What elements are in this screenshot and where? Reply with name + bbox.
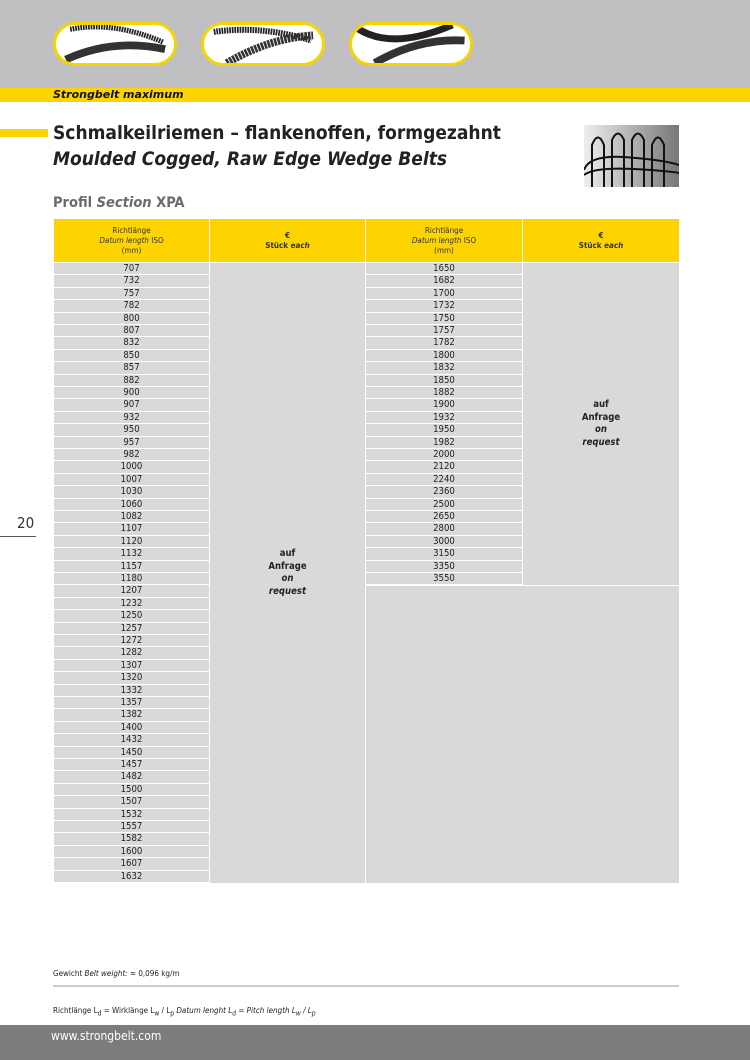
h-en: Datum length — [411, 235, 462, 245]
table-row-length: 707 — [54, 263, 209, 274]
table-row-length: 1382 — [54, 709, 209, 720]
table-row-length: 1030 — [54, 486, 209, 497]
h-de: Richtlänge — [424, 225, 464, 235]
f: p — [311, 1009, 316, 1018]
table-row-length: 1882 — [366, 387, 522, 398]
table-row-length: 3150 — [366, 548, 522, 559]
table-row-length: 882 — [54, 375, 209, 386]
table-row-length: 2360 — [366, 486, 522, 497]
page-number-rule — [0, 536, 36, 537]
f: w — [154, 1009, 160, 1018]
table-row-length: 950 — [54, 424, 209, 435]
table-row-length: 857 — [54, 362, 209, 373]
belt-photo-2 — [201, 22, 325, 66]
header-banner — [0, 0, 750, 88]
f: = Pitch length L — [236, 1006, 296, 1015]
h-iso: ISO — [151, 235, 164, 245]
h-iso: ISO — [463, 235, 477, 245]
price-on-request-left — [210, 263, 365, 883]
table-row-length: 1500 — [54, 784, 209, 795]
table-row-length: 757 — [54, 288, 209, 299]
w-en: Belt weight: — [84, 969, 128, 978]
table-row-length: 1932 — [366, 412, 522, 423]
table-row-length: 1632 — [54, 871, 209, 882]
belt-photo-3 — [349, 22, 473, 66]
table-row-length: 1307 — [54, 660, 209, 671]
f: / L — [300, 1006, 312, 1015]
table-row-length: 1950 — [366, 424, 522, 435]
table-row-length: 2120 — [366, 461, 522, 472]
section-de: Profil — [53, 195, 93, 211]
h-pde: Stück — [265, 240, 289, 250]
h-sym: € — [598, 230, 604, 240]
p3: on — [281, 573, 294, 584]
p2: Anfrage — [581, 411, 621, 423]
table-row-length: 2650 — [366, 511, 522, 522]
table-row-length: 1982 — [366, 437, 522, 448]
table-row-length: 782 — [54, 300, 209, 311]
table-row-length: 1900 — [366, 399, 522, 410]
brand-label: Strongbelt maximum — [53, 88, 184, 101]
h-pen: each — [604, 240, 624, 250]
table-row-length: 1082 — [54, 511, 209, 522]
table-row-length: 1482 — [54, 771, 209, 782]
empty-area — [366, 586, 679, 883]
f: w — [295, 1009, 301, 1018]
table-row-length: 1507 — [54, 796, 209, 807]
table-row-length: 3550 — [366, 573, 522, 584]
belt-drive-photo — [584, 125, 679, 187]
p2: Anfrage — [268, 560, 307, 572]
section-en: Section — [96, 195, 152, 211]
header-length-right — [366, 219, 522, 262]
f: Richtlänge L — [53, 1006, 98, 1015]
table-row-length: 1757 — [366, 325, 522, 336]
table-row-length: 1532 — [54, 809, 209, 820]
table-row-length: 2000 — [366, 449, 522, 460]
p4: request — [268, 585, 307, 597]
f: / L — [159, 1006, 171, 1015]
table-row-length: 1600 — [54, 846, 209, 857]
title-accent — [0, 129, 48, 137]
table-row-length: 900 — [54, 387, 209, 398]
table-row-length: 3000 — [366, 536, 522, 547]
table-row-length: 1157 — [54, 561, 209, 572]
h-sym: € — [284, 230, 290, 240]
p1: auf — [593, 399, 609, 410]
table-row-length: 1432 — [54, 734, 209, 745]
length-formula — [53, 1006, 316, 1018]
table-row-length: 1060 — [54, 499, 209, 510]
table-row-length: 3350 — [366, 561, 522, 572]
belt-photo-1 — [53, 22, 177, 66]
table-row-length: 1232 — [54, 598, 209, 609]
table-row-length: 1132 — [54, 548, 209, 559]
h-unit: (mm) — [121, 245, 142, 255]
table-row-length: 1557 — [54, 821, 209, 832]
table-row-length: 1800 — [366, 350, 522, 361]
table-row-length: 907 — [54, 399, 209, 410]
f: Datum lenght L — [174, 1006, 233, 1015]
table-row-length: 1832 — [366, 362, 522, 373]
table-row-length: 1257 — [54, 623, 209, 634]
section-code: XPA — [156, 195, 185, 211]
header-length-left — [54, 219, 209, 262]
header-price-left — [210, 219, 365, 262]
table-row-length: 1000 — [54, 461, 209, 472]
table-row-length: 1272 — [54, 635, 209, 646]
footer — [0, 1025, 750, 1060]
table-row-length: 732 — [54, 275, 209, 286]
table-row-length: 1700 — [366, 288, 522, 299]
price-on-request-right — [523, 263, 679, 585]
table-row-length: 932 — [54, 412, 209, 423]
p1: auf — [279, 548, 296, 559]
table-row-length: 1750 — [366, 313, 522, 324]
footer-url[interactable]: www.strongbelt.com — [51, 1029, 162, 1043]
table-row-length: 2800 — [366, 523, 522, 534]
p3: on — [595, 424, 607, 435]
table-row-length: 1682 — [366, 275, 522, 286]
p4: request — [582, 436, 620, 448]
table-row-length: 1607 — [54, 858, 209, 869]
table-row-length: 1400 — [54, 722, 209, 733]
table-row-length: 800 — [54, 313, 209, 324]
section-heading — [53, 195, 185, 211]
table-row-length: 982 — [54, 449, 209, 460]
table-row-length: 1582 — [54, 833, 209, 844]
table-row-length: 1357 — [54, 697, 209, 708]
title-english: Moulded Cogged, Raw Edge Wedge Belts — [53, 148, 448, 170]
title-german: Schmalkeilriemen – flankenoffen, formgezahnt — [53, 122, 501, 144]
f: d — [97, 1009, 102, 1018]
f: p — [170, 1009, 175, 1018]
table-row-length: 2500 — [366, 499, 522, 510]
table-row-length: 832 — [54, 337, 209, 348]
table-row-length: 1180 — [54, 573, 209, 584]
belt-weight — [53, 969, 179, 978]
f: d — [232, 1009, 237, 1018]
table-row-length: 1207 — [54, 585, 209, 596]
page-number: 20 — [17, 514, 35, 532]
table-row-length: 807 — [54, 325, 209, 336]
table-row-length: 1120 — [54, 536, 209, 547]
table-row-length: 1007 — [54, 474, 209, 485]
table-row-length: 1282 — [54, 647, 209, 658]
h-en: Datum length — [99, 235, 149, 245]
table-row-length: 1450 — [54, 747, 209, 758]
table-row-length: 1732 — [366, 300, 522, 311]
table-row-length: 957 — [54, 437, 209, 448]
divider — [53, 985, 679, 987]
w-de: Gewicht — [53, 969, 83, 978]
header-price-right — [523, 219, 679, 262]
table-row-length: 1107 — [54, 523, 209, 534]
h-pde: Stück — [578, 240, 602, 250]
table-row-length: 1650 — [366, 263, 522, 274]
f: = Wirklänge L — [101, 1006, 155, 1015]
h-unit: (mm) — [434, 245, 454, 255]
table-row-length: 1457 — [54, 759, 209, 770]
table-row-length: 1320 — [54, 672, 209, 683]
brand-band — [0, 88, 750, 102]
h-de: Richtlänge — [112, 225, 151, 235]
table-row-length: 1850 — [366, 375, 522, 386]
w-val: ≈ 0,096 kg/m — [130, 969, 180, 978]
table-row-length: 1250 — [54, 610, 209, 621]
table-row-length: 2240 — [366, 474, 522, 485]
h-pen: each — [290, 240, 310, 250]
table-row-length: 1332 — [54, 685, 209, 696]
table-row-length: 850 — [54, 350, 209, 361]
table-row-length: 1782 — [366, 337, 522, 348]
